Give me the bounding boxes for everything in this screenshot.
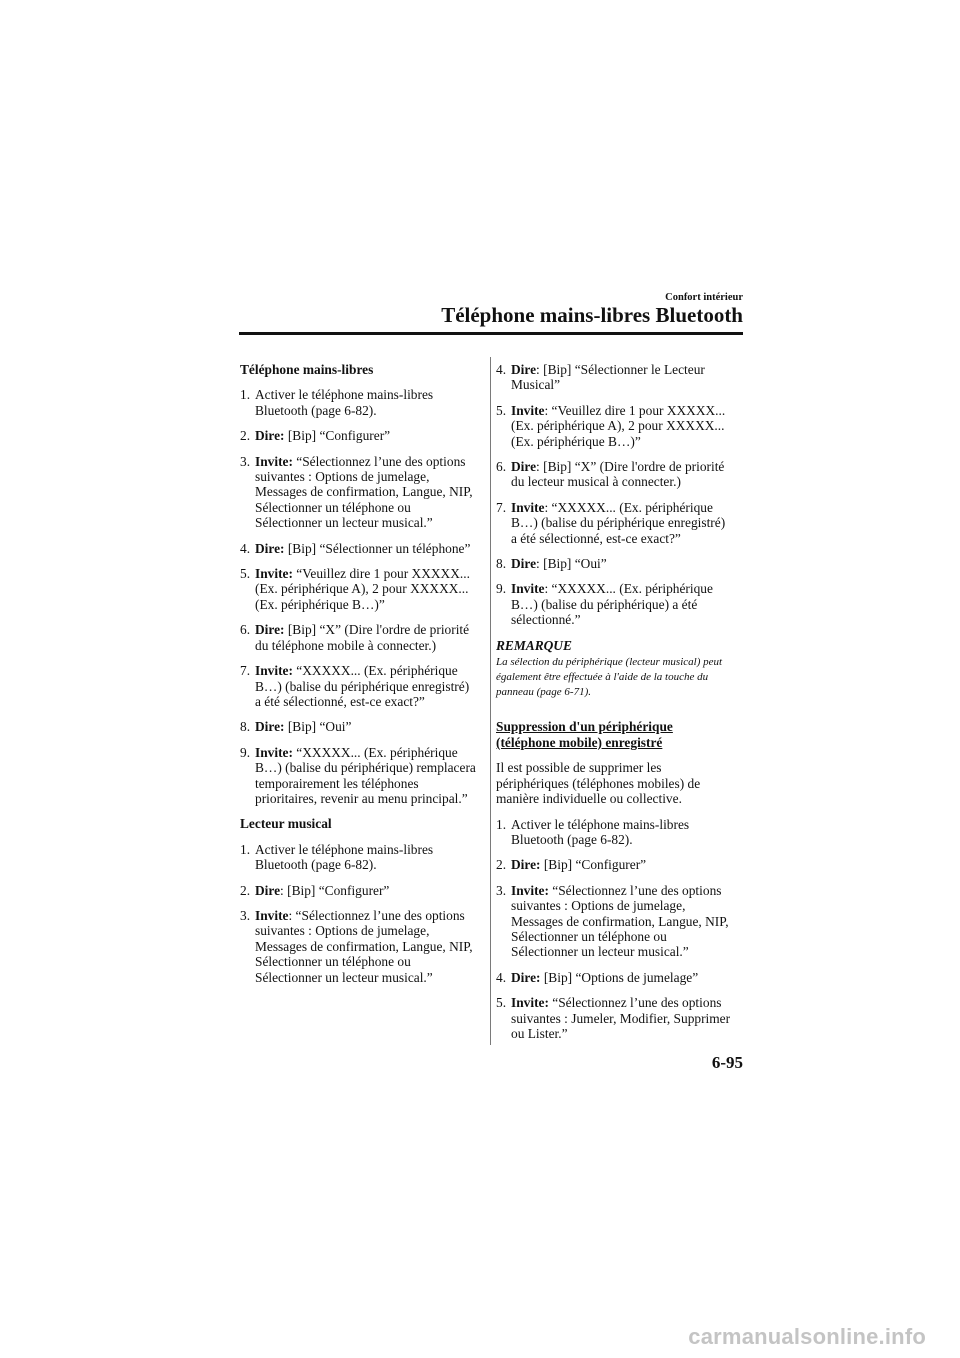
step-label: Dire: <box>255 540 285 556</box>
step-text: : “Sélectionnez l’une des options suivantes : Options de jumelage, Messages de confirmation, Langue, NIP, Sélectionner un téléphone ou Sélectionner un lecteur musical.” <box>255 907 473 985</box>
step-text: “XXXXX... (Ex. périphérique B…) (balise du périphérique) remplacera temporairement les téléphones prioritaires, revenir au menu principal.” <box>255 744 476 806</box>
step-text: : “XXXXX... (Ex. périphérique B…) (balise du périphérique enregistré) a été sélectionné, est-ce exact?” <box>511 499 726 546</box>
step-text: “Sélectionnez l’une des options suivantes : Options de jumelage, Messages de confirmation, Langue, NIP, Sélectionner un téléphone ou Sélectionner un lecteur musical.” <box>511 882 729 960</box>
step-number: 3. <box>240 907 251 923</box>
step-text: “Veuillez dire 1 pour XXXXX... (Ex. périphérique A), 2 pour XXXXX... (Ex. périphérique B…)” <box>255 566 470 612</box>
step-label: Invite <box>511 402 545 418</box>
step-text: [Bip] “Oui” <box>284 719 352 735</box>
step-text: [Bip] “X” (Dire l'ordre de priorité du téléphone mobile à connecter.) <box>255 622 470 653</box>
step-label: Dire: <box>511 969 541 985</box>
step-text: : “Veuillez dire 1 pour XXXXX... (Ex. périphérique A), 2 pour XXXXX... (Ex. périphérique B…)” <box>511 402 726 449</box>
step-text: : [Bip] “Sélectionner le Lecteur Musical” <box>511 362 705 393</box>
step-text: [Bip] “Options de jumelage” <box>540 969 699 985</box>
list-item <box>496 995 732 1041</box>
step-text: [Bip] “Configurer” <box>284 428 391 444</box>
step-number: 5. <box>240 566 251 582</box>
step-text: : [Bip] “Oui” <box>536 556 607 572</box>
list-item <box>240 908 476 985</box>
section-heading-telephone: Téléphone mains-libres <box>240 362 374 377</box>
step-text: “Sélectionnez l’une des options suivantes : Jumeler, Modifier, Supprimer ou Lister.” <box>511 995 731 1041</box>
list-item <box>240 883 476 898</box>
steps-music <box>240 842 476 985</box>
list-item <box>240 566 476 612</box>
step-label: Invite: <box>511 882 549 898</box>
steps-telephone <box>240 387 476 806</box>
list-item <box>240 745 476 807</box>
step-label: Invite: <box>255 663 293 679</box>
step-number: 2. <box>496 857 507 873</box>
step-number: 5. <box>496 402 507 418</box>
step-number: 5. <box>496 995 507 1011</box>
step-text: Activer le téléphone mains-libres Bluetooth (page 6-82). <box>511 816 690 847</box>
step-label: Dire <box>511 556 537 572</box>
step-number: 3. <box>496 882 507 898</box>
step-label: Dire <box>511 362 537 377</box>
step-number: 7. <box>496 499 507 515</box>
list-item <box>496 817 732 848</box>
step-text: Activer le téléphone mains-libres Bluetooth (page 6-82). <box>255 841 434 873</box>
step-label: Invite: <box>255 566 293 582</box>
step-label: Dire: <box>255 622 285 638</box>
list-item <box>240 428 476 443</box>
step-number: 4. <box>496 969 507 985</box>
right-column <box>496 362 732 1051</box>
step-number: 1. <box>240 841 251 857</box>
step-label: Dire: <box>255 428 285 444</box>
list-item <box>496 970 732 985</box>
step-number: 8. <box>240 719 251 735</box>
step-label: Invite: <box>511 995 549 1011</box>
left-column <box>240 362 476 995</box>
step-number: 6. <box>496 459 507 475</box>
step-label: Dire <box>511 459 537 475</box>
list-item <box>496 556 732 571</box>
step-text: [Bip] “Configurer” <box>540 857 647 873</box>
column-divider <box>490 357 491 1045</box>
step-label: Invite: <box>255 453 293 469</box>
step-text: “Sélectionnez l’une des options suivantes : Options de jumelage, Messages de confirmation, Langue, NIP, Sélectionner un téléphone ou Sélectionner un lecteur musical.” <box>255 453 473 531</box>
step-label: Dire: <box>511 857 541 873</box>
list-item <box>240 387 476 418</box>
list-item <box>496 857 732 872</box>
list-item <box>240 663 476 709</box>
step-label: Dire: <box>255 719 285 735</box>
delete-intro: Il est possible de supprimer les périphériques (téléphones mobiles) de manière individuelle ou collective. <box>496 760 701 807</box>
section-label: Confort intérieur <box>665 292 743 303</box>
step-number: 2. <box>240 882 251 898</box>
step-number: 4. <box>496 362 507 377</box>
step-number: 1. <box>240 387 251 403</box>
watermark: carmanualsonline.info <box>688 1324 926 1349</box>
page-number: 6-95 <box>711 1053 743 1072</box>
note-title: REMARQUE <box>496 637 572 653</box>
list-item <box>496 362 732 393</box>
list-item <box>240 842 476 873</box>
list-item <box>496 500 732 546</box>
step-number: 8. <box>496 556 507 572</box>
list-item <box>240 541 476 556</box>
step-text: : “XXXXX... (Ex. périphérique B…) (balise du périphérique) a été sélectionné.” <box>511 581 713 628</box>
step-label: Invite: <box>255 744 293 760</box>
step-label: Invite <box>511 581 545 597</box>
list-item <box>240 454 476 531</box>
step-text: : [Bip] “Configurer” <box>280 882 390 898</box>
step-text: “XXXXX... (Ex. périphérique B…) (balise du périphérique enregistré) a été sélectionné, est-ce exact?” <box>255 663 470 709</box>
note-text: La sélection du périphérique (lecteur musical) peut également être effectuée à l'aide de la touche du panneau (page 6-71). <box>496 656 723 698</box>
steps-music-continued <box>496 362 732 628</box>
header-rule <box>239 332 743 335</box>
section-heading-music: Lecteur musical <box>240 816 332 832</box>
step-text: [Bip] “Sélectionner un téléphone” <box>284 540 471 556</box>
step-label: Invite <box>255 907 289 923</box>
list-item <box>240 622 476 653</box>
step-label: Invite <box>511 499 545 515</box>
list-item <box>496 403 732 449</box>
step-text: : [Bip] “X” (Dire l'ordre de priorité du lecteur musical à connecter.) <box>511 459 725 490</box>
step-number: 4. <box>240 540 251 556</box>
step-number: 9. <box>240 744 251 760</box>
step-number: 3. <box>240 453 251 469</box>
section-heading-delete: Suppression d'un périphérique (téléphone mobile) enregistré <box>496 719 673 750</box>
step-number: 6. <box>240 622 251 638</box>
step-number: 1. <box>496 816 507 832</box>
list-item <box>240 719 476 734</box>
step-number: 9. <box>496 581 507 597</box>
page-title: Téléphone mains-libres Bluetooth <box>441 303 743 327</box>
step-text: Activer le téléphone mains-libres Bluetooth (page 6-82). <box>255 387 434 418</box>
steps-delete <box>496 817 732 1042</box>
list-item <box>496 581 732 627</box>
step-label: Dire <box>255 882 281 898</box>
list-item <box>496 459 732 490</box>
list-item <box>496 883 732 960</box>
step-number: 7. <box>240 663 251 679</box>
step-number: 2. <box>240 428 251 444</box>
